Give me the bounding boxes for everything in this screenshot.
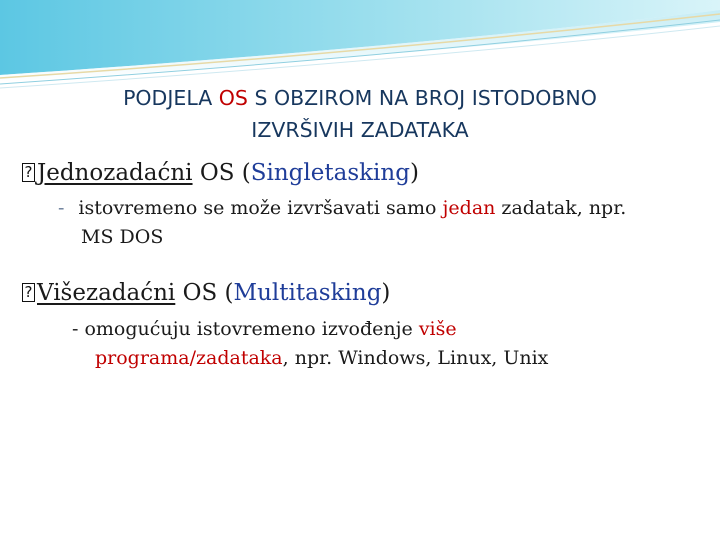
- bullet-marker-icon: ?: [22, 283, 35, 302]
- slide-title: [40, 82, 680, 146]
- title-text: PODJELA: [123, 86, 219, 110]
- bullet-text: ): [381, 280, 391, 306]
- title-line-1: [40, 82, 680, 114]
- detail-indent: [72, 344, 548, 373]
- header-decoration: [0, 0, 720, 90]
- title-line-2: IZVRŠIVIH ZADATAKA: [251, 118, 469, 142]
- detail-line-2: [58, 223, 698, 252]
- detail-line-2: [72, 344, 712, 373]
- bullet-text: OS (: [175, 280, 234, 306]
- bullet-term: Višezadaćni: [37, 280, 176, 306]
- detail-highlight: programa/zadataka: [95, 347, 283, 369]
- bullet-term: Jednozadaćni: [37, 160, 193, 186]
- bullet-text: OS (: [192, 160, 251, 186]
- bullet-detail-singletasking: [58, 194, 698, 252]
- title-text: S OBZIROM NA BROJ ISTODOBNO: [247, 86, 597, 110]
- detail-line-1: [72, 315, 712, 344]
- detail-text: MS DOS: [81, 226, 164, 248]
- bullet-detail-multitasking: [72, 315, 712, 373]
- detail-line-1: [58, 194, 698, 223]
- detail-text: , npr. Windows, Linux, Unix: [282, 347, 549, 369]
- detail-highlight: više: [418, 318, 457, 340]
- bullet-english-term: Multitasking: [233, 280, 382, 306]
- bullet-text: ): [409, 160, 419, 186]
- detail-text: zadatak, npr.: [495, 197, 627, 219]
- detail-text: - omogućuju istovremeno izvođenje: [72, 318, 419, 340]
- dash-marker: -: [58, 197, 65, 219]
- bullet-marker-icon: ?: [22, 163, 35, 182]
- bullet-multitasking: [22, 278, 390, 308]
- bullet-english-term: Singletasking: [250, 160, 410, 186]
- title-os-highlight: OS: [218, 86, 248, 110]
- detail-highlight: jedan: [442, 197, 496, 219]
- detail-text: istovremeno se može izvršavati samo: [78, 197, 443, 219]
- bullet-singletasking: [22, 158, 419, 188]
